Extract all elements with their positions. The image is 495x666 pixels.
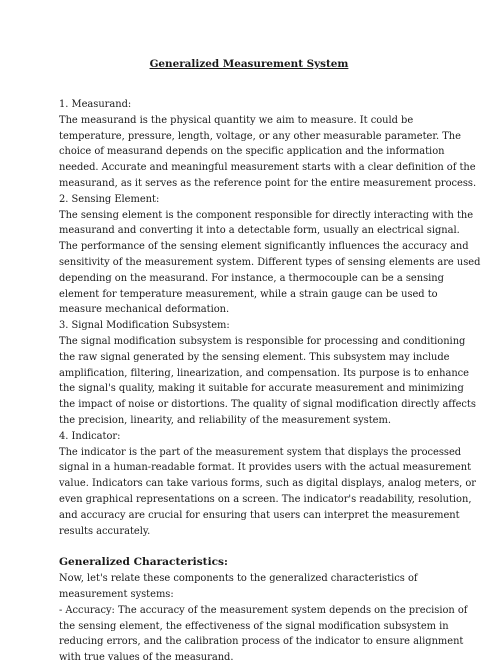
generalized-characteristics-section [59, 555, 468, 666]
text-line: with true values of the measurand. [59, 652, 234, 664]
text-line: measurand and converting it into a detectable form, usually an electrical signal. [59, 225, 460, 237]
text-line: measurement systems: [59, 588, 174, 600]
text-line: The indicator is the part of the measurement system that displays the processed [59, 446, 462, 458]
text-line: the raw signal generated by the sensing element. This subsystem may include [59, 351, 450, 363]
heading-measurand: 1. Measurand: [59, 99, 132, 110]
text-line: depending on the measurand. For instance, a thermocouple can be a sensing [59, 272, 444, 284]
text-line: the impact of noise or distortions. The quality of signal modification directly affects [59, 399, 476, 411]
text-line: sensitivity of the measurement system. Different types of sensing elements are used [59, 256, 481, 268]
heading-indicator: 4. Indicator: [59, 430, 121, 442]
text-line: measure mechanical deformation. [59, 304, 230, 316]
section-heading: Generalized Characteristics: [59, 556, 228, 569]
text-line: amplification, filtering, linearization, and compensation. Its purpose is to enhance [59, 367, 469, 379]
text-line: - Accuracy: The accuracy of the measurement system depends on the precision of [59, 604, 468, 616]
text-line: needed. Accurate and meaningful measurement starts with a clear definition of the [59, 162, 476, 174]
text-line: The measurand is the physical quantity we aim to measure. It could be [59, 114, 414, 126]
text-line: results accurately. [59, 525, 151, 537]
text-line: the precision, linearity, and reliability of the measurement system. [59, 414, 391, 426]
text-line: reducing errors, and the calibration process of the indicator to ensure alignment [59, 636, 464, 648]
text-line: value. Indicators can take various forms, such as digital displays, analog meters, or [59, 478, 476, 490]
text-line: The performance of the sensing element significantly influences the accuracy and [59, 241, 469, 253]
text-line: The signal modification subsystem is responsible for processing and conditioning [59, 335, 466, 347]
heading-sensing-element: 2. Sensing Element: [59, 193, 160, 205]
section-gap [59, 539, 439, 555]
heading-signal-modification: 3. Signal Modification Subsystem: [59, 320, 230, 332]
text-line: temperature, pressure, length, voltage, or any other measurable parameter. The [59, 130, 461, 142]
text-line: Now, let's relate these components to the generalized characteristics of [59, 573, 418, 585]
text-line: measurand, as it serves as the reference point for the entire measurement process. [59, 177, 477, 189]
text-line: The sensing element is the component responsible for directly interacting with the [59, 209, 474, 221]
text-line: choice of measurand depends on the specific application and the information [59, 146, 445, 158]
text-line: and accuracy are crucial for ensuring that users can interpret the measurement [59, 509, 460, 521]
document-page [59, 57, 481, 666]
document-title: Generalized Measurement System [149, 58, 349, 70]
text-line: the sensing element, the effectiveness of the signal modification subsystem in [59, 620, 449, 632]
body-text [59, 97, 481, 539]
text-line: element for temperature measurement, while a strain gauge can be used to [59, 288, 438, 300]
text-line: the signal's quality, making it suitable for accurate measurement and minimizing [59, 383, 464, 395]
text-line: even graphical representations on a screen. The indicator's readability, resolution, [59, 493, 472, 505]
text-line: signal in a human-readable format. It provides users with the actual measurement [59, 462, 472, 474]
